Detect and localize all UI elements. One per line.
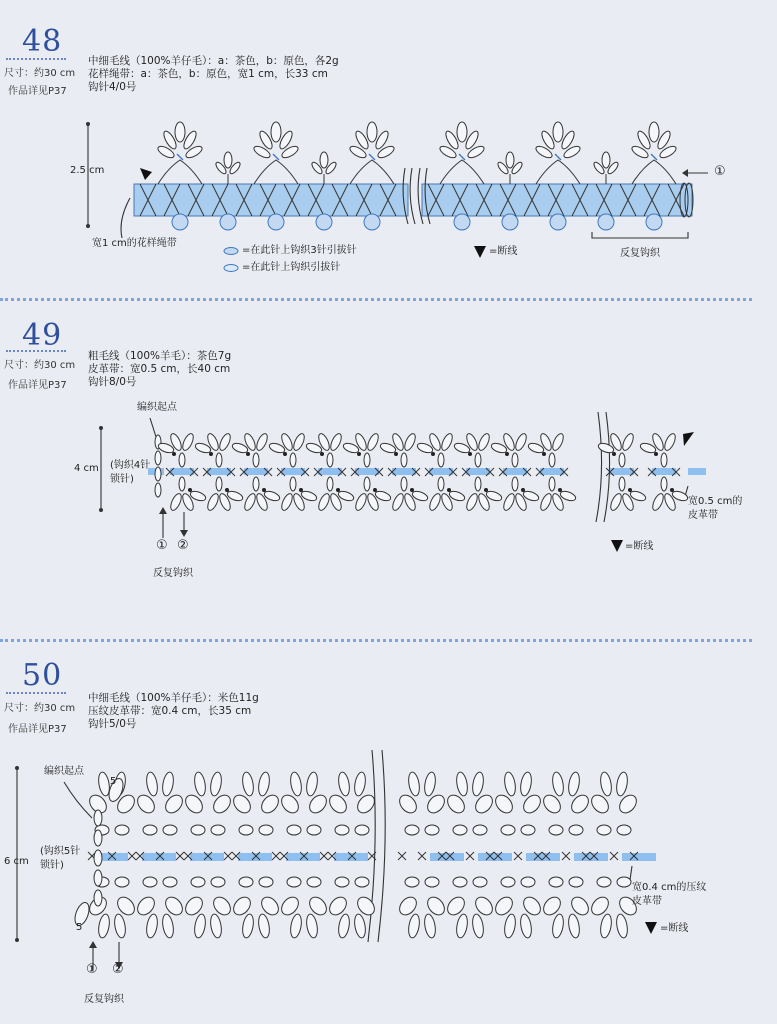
stitch-loop: [181, 432, 196, 452]
stitch-loop: [567, 913, 581, 938]
stitch-loop: [329, 432, 344, 452]
material-line: 中细毛线（100%羊仔毛）：a：茶色，b：原色，各2g: [88, 55, 339, 67]
stitch-loop: [366, 432, 381, 452]
stitch-loop: [161, 771, 175, 796]
stitch-loop: [519, 771, 533, 796]
stitch-loop: [224, 152, 232, 168]
stitch-loop: [218, 432, 233, 452]
leather-strip-segment: [478, 853, 512, 861]
stitch-dot: [628, 488, 632, 492]
repeat-bracket: [592, 232, 688, 238]
picot-circle: [220, 214, 236, 230]
stitch-loop: [317, 492, 332, 512]
stitch-chain: [350, 160, 394, 184]
stitch-loop: [211, 825, 225, 835]
stitch-loop: [179, 453, 185, 467]
pattern-number-50: 50: [22, 658, 63, 693]
stitch-dot: [654, 452, 658, 456]
stitch-loop: [327, 453, 333, 467]
stitch-loop: [405, 825, 419, 835]
stitch-loop: [438, 477, 444, 491]
material-line: 花样绳带：a：茶色，b：原色，宽1 cm，长33 cm: [88, 68, 328, 80]
stitch-loop: [355, 825, 369, 835]
size-50: 尺寸：约30 cm: [4, 703, 76, 714]
pattern-49-section: [0, 300, 777, 636]
stitch-loop: [145, 913, 159, 938]
legend-text: =在此针上钩织3针引拔针: [242, 245, 357, 256]
stitch-loop: [503, 913, 517, 938]
stitch-loop: [191, 877, 205, 887]
dimension-dot: [99, 426, 103, 430]
stitch-loop: [367, 122, 377, 142]
end-mark-triangle-icon: [474, 246, 486, 258]
stitch-loop: [241, 913, 255, 938]
stitch-loop: [241, 771, 255, 796]
stitch-loop: [619, 453, 625, 467]
stitch-loop: [438, 453, 444, 467]
stitch-loop: [521, 877, 535, 887]
stitch-loop: [253, 477, 259, 491]
stitch-loop: [597, 825, 611, 835]
stitch-loop: [305, 913, 319, 938]
stitch-dot: [558, 488, 562, 492]
material-line: 钩针5/0号: [88, 718, 137, 730]
leather-label: 宽0.5 cm的: [688, 496, 743, 507]
stitch-loop: [471, 771, 485, 796]
stitch-loop: [621, 432, 636, 452]
stitch-loop: [287, 877, 301, 887]
stitch-loop: [549, 877, 563, 887]
stitch-loop: [287, 825, 301, 835]
stitch-dot: [447, 488, 451, 492]
chain-label: 锁针): [40, 860, 64, 871]
picot-circle: [316, 214, 332, 230]
material-line: 中细毛线（100%羊仔毛）：米色11g: [88, 692, 259, 704]
stitch-loop: [155, 451, 161, 465]
arrow-head: [682, 169, 688, 177]
repeat-label: 反复钩织: [620, 248, 660, 259]
stitch-loop: [512, 453, 518, 467]
stitch-loop: [391, 492, 406, 512]
end-mark-label: =断线: [625, 541, 654, 552]
legend-oval-icon: [224, 248, 238, 255]
see-page-49: 作品详见P37: [8, 380, 67, 391]
stitch-loop: [327, 477, 333, 491]
stitch-loop: [519, 913, 533, 938]
stitch-loop: [553, 122, 563, 142]
stitch-loop: [337, 913, 351, 938]
leather-label: 皮革带: [688, 510, 718, 521]
stitch-dot: [283, 452, 287, 456]
stitch-loop: [455, 913, 469, 938]
step-label: ②: [112, 962, 124, 977]
stitch-loop: [475, 453, 481, 467]
stitch-mark: [273, 154, 279, 160]
picot-circle: [550, 214, 566, 230]
stitch-count-label: 5: [110, 776, 117, 787]
stitch-mark: [369, 154, 375, 160]
stitch-loop: [597, 877, 611, 887]
stitch-loop: [305, 771, 319, 796]
stitch-loop: [423, 913, 437, 938]
stitch-loop: [599, 913, 613, 938]
stitch-loop: [94, 810, 102, 826]
stitch-loop: [307, 877, 321, 887]
stitch-count-label: 5: [76, 922, 83, 933]
stitch-dot: [410, 488, 414, 492]
arrow-head: [180, 530, 188, 537]
stitch-mark: [651, 154, 657, 160]
material-line: 粗毛线（100%羊毛）：茶色7g: [88, 350, 232, 362]
stitch-loop: [307, 825, 321, 835]
dimension-label: 2.5 cm: [70, 165, 105, 176]
end-mark-label: =断线: [489, 246, 518, 257]
stitch-loop: [290, 477, 296, 491]
end-triangle: [683, 432, 694, 446]
legend-text: =在此针上钩织引拔针: [242, 262, 341, 273]
stitch-loop: [615, 771, 629, 796]
step-label: ①: [714, 164, 726, 179]
stitch-loop: [609, 492, 624, 512]
chain-label: (钩织5针: [40, 846, 81, 857]
stitch-loop: [539, 492, 554, 512]
stitch-dot: [484, 488, 488, 492]
stitch-mark: [555, 154, 561, 160]
stitch-loop: [502, 492, 517, 512]
stitch-loop: [243, 492, 258, 512]
leather-label: 宽0.4 cm的压纹: [632, 882, 707, 893]
dimension-label: 6 cm: [4, 856, 29, 867]
step-label: ①: [156, 538, 168, 553]
stitch-loop: [405, 877, 419, 887]
stitch-dot: [209, 452, 213, 456]
stitch-loop: [179, 477, 185, 491]
size-49: 尺寸：约30 cm: [4, 360, 76, 371]
stitch-loop: [401, 453, 407, 467]
stitch-loop: [617, 825, 631, 835]
size-48: 尺寸：约30 cm: [4, 68, 76, 79]
stitch-loop: [193, 771, 207, 796]
stitch-loop: [401, 477, 407, 491]
stitch-loop: [477, 432, 492, 452]
stitch-loop: [239, 825, 253, 835]
stitch-loop: [651, 492, 666, 512]
stitch-dot: [172, 452, 176, 456]
leather-strip-segment: [574, 853, 608, 861]
stitch-loop: [407, 771, 421, 796]
stitch-loop: [453, 825, 467, 835]
stitch-dot: [336, 488, 340, 492]
stitch-loop: [191, 825, 205, 835]
stitch-loop: [155, 467, 161, 481]
stitch-dot: [521, 488, 525, 492]
stitch-chain: [158, 160, 202, 184]
leader-line: [64, 782, 92, 818]
stitch-loop: [335, 825, 349, 835]
stitch-loop: [423, 771, 437, 796]
band-label: 宽1 cm的花样绳带: [92, 238, 177, 249]
stitch-mark: [177, 154, 183, 160]
stitch-loop: [161, 913, 175, 938]
stitch-loop: [661, 453, 667, 467]
stitch-dot: [246, 452, 250, 456]
stitch-loop: [549, 477, 555, 491]
stitch-loop: [501, 877, 515, 887]
stitch-chain: [440, 160, 484, 184]
stitch-loop: [255, 432, 270, 452]
stitch-loop: [407, 913, 421, 938]
stitch-loop: [320, 152, 328, 168]
stitch-loop: [549, 825, 563, 835]
see-page-50: 作品详见P37: [8, 724, 67, 735]
stitch-dot: [188, 488, 192, 492]
stitch-loop: [115, 877, 129, 887]
stitch-loop: [512, 477, 518, 491]
stitch-loop: [143, 877, 157, 887]
stitch-loop: [115, 825, 129, 835]
picot-circle: [364, 214, 380, 230]
chain-label: 锁针): [110, 474, 134, 485]
break-line: [410, 168, 415, 224]
stitch-dot: [299, 488, 303, 492]
stitch-loop: [94, 890, 102, 906]
picot-circle: [268, 214, 284, 230]
stitch-dot: [320, 452, 324, 456]
stitch-loop: [425, 825, 439, 835]
stitch-loop: [425, 877, 439, 887]
stitch-loop: [292, 432, 307, 452]
stitch-loop: [97, 913, 111, 938]
break-line: [378, 750, 385, 942]
material-line: 皮革带：宽0.5 cm，长40 cm: [88, 363, 231, 375]
stitch-loop: [602, 152, 610, 168]
stitch-loop: [280, 492, 295, 512]
leather-strip-segment: [430, 853, 464, 861]
stitch-loop: [163, 825, 177, 835]
stitch-loop: [428, 492, 443, 512]
stitch-loop: [163, 877, 177, 887]
stitch-loop: [521, 825, 535, 835]
stitch-loop: [94, 830, 102, 846]
leather-label: 皮革带: [632, 896, 662, 907]
stitch-loop: [661, 477, 667, 491]
stitch-dot: [225, 488, 229, 492]
pattern-number-49: 49: [22, 318, 63, 353]
stitch-dot: [357, 452, 361, 456]
stitch-loop: [259, 877, 273, 887]
stitch-loop: [453, 877, 467, 887]
arrow-head: [89, 941, 97, 948]
stitch-loop: [209, 913, 223, 938]
patterned-band: [134, 184, 408, 216]
stitch-dot: [612, 452, 616, 456]
stitch-dot: [262, 488, 266, 492]
dimension-dot: [86, 224, 90, 228]
stitch-loop: [503, 771, 517, 796]
start-triangle: [140, 168, 152, 180]
diagram-48: [0, 0, 777, 300]
stitch-loop: [475, 477, 481, 491]
leather-strip-segment: [526, 853, 560, 861]
picot-circle: [502, 214, 518, 230]
stitch-loop: [216, 477, 222, 491]
leader-line: [630, 866, 632, 880]
stitch-loop: [567, 771, 581, 796]
stitch-loop: [239, 877, 253, 887]
stitch-dot: [468, 452, 472, 456]
leather-strip-segment: [622, 853, 656, 861]
stitch-loop: [206, 492, 221, 512]
arrow-head: [159, 507, 167, 514]
material-line: 钩针8/0号: [88, 376, 137, 388]
stitch-loop: [471, 913, 485, 938]
stitch-loop: [506, 152, 514, 168]
stitch-loop: [175, 122, 185, 142]
break-line: [604, 412, 610, 522]
stitch-dot: [431, 452, 435, 456]
stitch-loop: [193, 913, 207, 938]
stitch-loop: [290, 453, 296, 467]
stitch-loop: [473, 825, 487, 835]
stitch-loop: [569, 877, 583, 887]
stitch-loop: [259, 825, 273, 835]
step-label: ②: [177, 538, 189, 553]
picot-circle: [598, 214, 614, 230]
stitch-loop: [145, 771, 159, 796]
stitch-loop: [289, 771, 303, 796]
stitch-loop: [335, 877, 349, 887]
stitch-loop: [615, 913, 629, 938]
stitch-chain: [254, 160, 298, 184]
stitch-loop: [551, 432, 566, 452]
dimension-label: 4 cm: [74, 463, 99, 474]
dimension-dot: [86, 122, 90, 126]
dimension-dot: [99, 508, 103, 512]
stitch-loop: [465, 492, 480, 512]
end-mark-triangle-icon: [611, 540, 623, 552]
stitch-loop: [663, 432, 678, 452]
stitch-loop: [257, 771, 271, 796]
stitch-loop: [169, 492, 184, 512]
step-label: ①: [86, 962, 98, 977]
start-label: 编织起点: [44, 766, 84, 777]
see-page-48: 作品详见P37: [8, 86, 67, 97]
stitch-loop: [649, 122, 659, 142]
stitch-loop: [94, 850, 102, 866]
stitch-mark: [459, 154, 465, 160]
material-line: 钩针4/0号: [88, 81, 137, 93]
stitch-loop: [403, 432, 418, 452]
stitch-loop: [354, 492, 369, 512]
stitch-loop: [113, 913, 127, 938]
stitch-loop: [353, 771, 367, 796]
legend-oval-icon: [224, 265, 238, 272]
dimension-dot: [15, 938, 19, 942]
stitch-loop: [353, 913, 367, 938]
stitch-loop: [514, 432, 529, 452]
pattern-50-section: [0, 642, 777, 1024]
stitch-loop: [289, 913, 303, 938]
stitch-loop: [473, 877, 487, 887]
stitch-loop: [355, 877, 369, 887]
dimension-dot: [15, 766, 19, 770]
stitch-loop: [551, 771, 565, 796]
stitch-dot: [373, 488, 377, 492]
stitch-loop: [364, 453, 370, 467]
stitch-dot: [542, 452, 546, 456]
stitch-loop: [143, 825, 157, 835]
start-label: 编织起点: [137, 402, 177, 413]
stitch-chain: [632, 160, 676, 184]
pattern-number-48: 48: [22, 24, 63, 59]
stitch-loop: [617, 877, 631, 887]
stitch-loop: [569, 825, 583, 835]
stitch-loop: [155, 483, 161, 497]
stitch-loop: [337, 771, 351, 796]
picot-circle: [454, 214, 470, 230]
chain-label: (钩织4针: [110, 460, 151, 471]
end-mark-label: =断线: [660, 923, 689, 934]
stitch-loop: [209, 771, 223, 796]
stitch-dot: [505, 452, 509, 456]
stitch-loop: [216, 453, 222, 467]
picot-circle: [646, 214, 662, 230]
leather-strip-segment: [688, 468, 706, 475]
end-mark-triangle-icon: [645, 922, 657, 934]
stitch-dot: [670, 488, 674, 492]
leader-line: [121, 198, 130, 238]
stitch-loop: [501, 825, 515, 835]
stitch-loop: [619, 477, 625, 491]
stitch-dot: [394, 452, 398, 456]
stitch-loop: [364, 477, 370, 491]
stitch-loop: [440, 432, 455, 452]
stitch-loop: [551, 913, 565, 938]
stitch-loop: [271, 122, 281, 142]
stitch-chain: [536, 160, 580, 184]
material-line: 压纹皮革带：宽0.4 cm，长35 cm: [88, 705, 252, 717]
stitch-loop: [94, 870, 102, 886]
stitch-loop: [599, 771, 613, 796]
stitch-loop: [211, 877, 225, 887]
stitch-loop: [457, 122, 467, 142]
break-line: [596, 412, 602, 522]
repeat-label: 反复钩织: [84, 994, 124, 1005]
stitch-loop: [253, 453, 259, 467]
pattern-48-section: [0, 0, 777, 300]
stitch-loop: [455, 771, 469, 796]
stitch-loop: [257, 913, 271, 938]
picot-circle: [172, 214, 188, 230]
stitch-loop: [549, 453, 555, 467]
repeat-label: 反复钩织: [153, 568, 193, 579]
